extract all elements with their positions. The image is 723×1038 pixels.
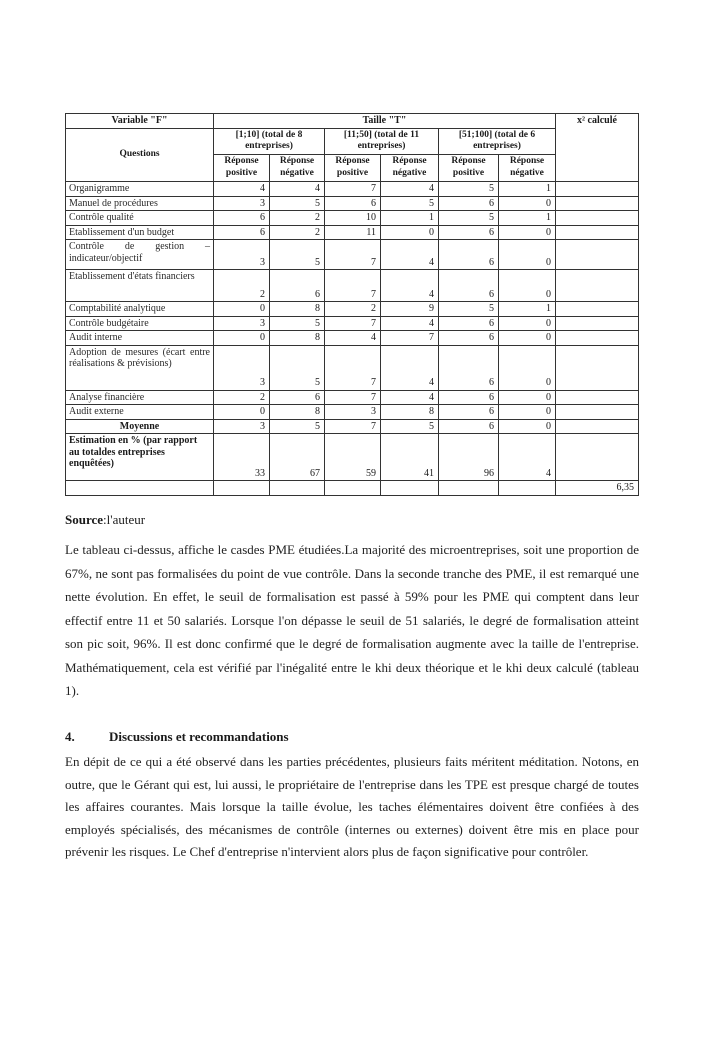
value-cell: 1: [499, 182, 556, 197]
value-cell: 3: [214, 316, 270, 331]
source-line: [65, 512, 145, 528]
value-cell: 6: [439, 331, 499, 346]
question-cell: Contrôle de gestion – indicateur/objectif: [66, 240, 214, 270]
value-cell: 2: [214, 270, 270, 302]
value-cell: 4: [381, 316, 439, 331]
question-cell: Comptabilité analytique: [66, 302, 214, 317]
value-cell: 5: [270, 345, 325, 390]
empty-cell: [499, 481, 556, 496]
value-cell: 7: [381, 331, 439, 346]
data-table: [65, 113, 639, 496]
value-cell: 6: [439, 316, 499, 331]
table-row: [66, 270, 639, 302]
khi-cell: [556, 196, 639, 211]
value-cell: 0: [499, 390, 556, 405]
value-cell: 2: [270, 211, 325, 226]
value-cell: 41: [381, 434, 439, 481]
value-cell: 1: [499, 302, 556, 317]
value-cell: 0: [214, 302, 270, 317]
khi-cell: [556, 302, 639, 317]
khi-cell: [556, 225, 639, 240]
question-cell: Etablissement d'états financiers: [66, 270, 214, 302]
value-cell: 0: [499, 419, 556, 434]
value-cell: 6: [439, 405, 499, 420]
value-cell: 5: [270, 316, 325, 331]
source-label: Source: [65, 512, 104, 527]
value-cell: 0: [499, 225, 556, 240]
khi-cell: [556, 182, 639, 197]
table-row: [66, 182, 639, 197]
khi-cell: [556, 434, 639, 481]
question-cell: Contrôle budgétaire: [66, 316, 214, 331]
group-header-3: [51;100] (total de 6 entreprises): [439, 128, 556, 155]
value-cell: 5: [439, 302, 499, 317]
value-cell: 0: [499, 405, 556, 420]
section-title: Discussions et recommandations: [109, 729, 289, 744]
table-row: [66, 390, 639, 405]
table-row: [66, 316, 639, 331]
value-cell: 2: [270, 225, 325, 240]
group-header-1: [1;10] (total de 8 entreprises): [214, 128, 325, 155]
rep-pos-header: Réponse positive: [214, 155, 270, 182]
value-cell: 1: [381, 211, 439, 226]
section-number: 4.: [65, 729, 75, 744]
header-row-2: [66, 128, 639, 155]
table-row: [66, 211, 639, 226]
value-cell: 4: [270, 182, 325, 197]
value-cell: 6: [270, 270, 325, 302]
value-cell: 6: [214, 225, 270, 240]
value-cell: 8: [270, 302, 325, 317]
table-row: [66, 345, 639, 390]
estimation-row: [66, 434, 639, 481]
value-cell: 6: [439, 270, 499, 302]
estimation-label: Estimation en % (par rapport au totaldes entreprises enquêtées): [66, 434, 214, 481]
khi-cell: [556, 390, 639, 405]
value-cell: 8: [381, 405, 439, 420]
value-cell: 5: [439, 182, 499, 197]
questions-header: Questions: [66, 128, 214, 182]
value-cell: 2: [325, 302, 381, 317]
value-cell: 0: [499, 270, 556, 302]
value-cell: 6: [325, 196, 381, 211]
question-cell: Audit interne: [66, 331, 214, 346]
value-cell: 6: [439, 390, 499, 405]
value-cell: 0: [499, 331, 556, 346]
empty-cell: [439, 481, 499, 496]
value-cell: 7: [325, 240, 381, 270]
rep-neg-header: Réponse négative: [499, 155, 556, 182]
value-cell: 0: [499, 345, 556, 390]
value-cell: 4: [381, 182, 439, 197]
value-cell: 6: [439, 225, 499, 240]
value-cell: 0: [214, 405, 270, 420]
khi-row: [66, 481, 639, 496]
table-row: [66, 225, 639, 240]
paragraph-2: En dépit de ce qui a été observé dans les parties précédentes, plusieurs faits méritent méditation. Notons, en outre, que le Gérant qui est, lui aussi, le propriétaire de l'entreprise dans les TPE est presque chargé de toutes les affaires courantes. Mais lorsque la taille évolue, les taches élémentaires doivent être confiées à des employés spécialisés, des mécanismes de contrôle (internes ou externes) doivent être mis en place pour prévenir les risques. Le Chef d'entreprise n'intervient alors plus de façon significative pour contrôler.: [65, 754, 639, 859]
variable-f-header: Variable "F": [66, 114, 214, 129]
value-cell: 3: [325, 405, 381, 420]
question-cell: Organigramme: [66, 182, 214, 197]
value-cell: 2: [214, 390, 270, 405]
value-cell: 11: [325, 225, 381, 240]
value-cell: 7: [325, 419, 381, 434]
paragraph-1: Le tableau ci-dessus, affiche le casdes PME étudiées.La majorité des microentreprises, soit une proportion de 67%, ne sont pas formalisées du point de vue contrôle. Dans la seconde tranche des PME, il est remarqué une nette évolution. En effet, le seuil de formalisation est passé à 59% pour les PME qui comptent dans leur effectif entre 11 et 50 salariés. Lorsque l'on dépasse le seuil de 51 salariés, le degré de formalisation atteint son pic soit, 96%. Il est donc confirmé que le degré de formalisation augmente avec la taille de l'entreprise. Mathématiquement, cela est vérifié par l'inégalité entre le khi deux théorique et le khi deux calculé (tableau 1).: [65, 542, 639, 698]
khi-cell: [556, 331, 639, 346]
value-cell: 6: [439, 345, 499, 390]
value-cell: 5: [381, 419, 439, 434]
taille-t-header: Taille "T": [214, 114, 556, 129]
source-text: :l'auteur: [103, 512, 146, 527]
value-cell: 0: [381, 225, 439, 240]
value-cell: 7: [325, 390, 381, 405]
value-cell: 4: [325, 331, 381, 346]
value-cell: 5: [270, 196, 325, 211]
value-cell: 10: [325, 211, 381, 226]
value-cell: 3: [214, 345, 270, 390]
rep-pos-header: Réponse positive: [325, 155, 381, 182]
value-cell: 7: [325, 270, 381, 302]
value-cell: 3: [214, 196, 270, 211]
khi-cell: [556, 316, 639, 331]
value-cell: 0: [499, 196, 556, 211]
rep-neg-header: Réponse négative: [270, 155, 325, 182]
value-cell: 5: [270, 240, 325, 270]
value-cell: 4: [381, 390, 439, 405]
value-cell: 4: [381, 270, 439, 302]
value-cell: 7: [325, 345, 381, 390]
moyenne-row: [66, 419, 639, 434]
khi-value: 6,35: [556, 481, 639, 496]
value-cell: 1: [499, 211, 556, 226]
question-cell: Contrôle qualité: [66, 211, 214, 226]
question-cell: Analyse financière: [66, 390, 214, 405]
question-cell: Audit externe: [66, 405, 214, 420]
table-row: [66, 331, 639, 346]
khi-cell: [556, 270, 639, 302]
value-cell: 8: [270, 331, 325, 346]
value-cell: 7: [325, 182, 381, 197]
khi-cell: [556, 240, 639, 270]
group-header-2: [11;50] (total de 11 entreprises): [325, 128, 439, 155]
value-cell: 96: [439, 434, 499, 481]
table-row: [66, 405, 639, 420]
table-row: [66, 196, 639, 211]
empty-cell: [270, 481, 325, 496]
value-cell: 3: [214, 419, 270, 434]
rep-pos-header: Réponse positive: [439, 155, 499, 182]
value-cell: 7: [325, 316, 381, 331]
value-cell: 5: [381, 196, 439, 211]
khi-cell: [556, 345, 639, 390]
moyenne-label: Moyenne: [66, 419, 214, 434]
value-cell: 4: [381, 345, 439, 390]
table-row: [66, 302, 639, 317]
value-cell: 9: [381, 302, 439, 317]
value-cell: 4: [381, 240, 439, 270]
section-heading: [65, 729, 289, 745]
value-cell: 6: [270, 390, 325, 405]
value-cell: 59: [325, 434, 381, 481]
question-cell: Adoption de mesures (écart entre réalisations & prévisions): [66, 345, 214, 390]
empty-cell: [325, 481, 381, 496]
value-cell: 4: [214, 182, 270, 197]
khi-cell: [556, 419, 639, 434]
khi-cell: [556, 211, 639, 226]
rep-neg-header: Réponse négative: [381, 155, 439, 182]
value-cell: 33: [214, 434, 270, 481]
value-cell: 6: [439, 196, 499, 211]
value-cell: 6: [214, 211, 270, 226]
value-cell: 5: [270, 419, 325, 434]
value-cell: 6: [439, 240, 499, 270]
table-row: [66, 240, 639, 270]
value-cell: 67: [270, 434, 325, 481]
value-cell: 4: [499, 434, 556, 481]
value-cell: 0: [214, 331, 270, 346]
empty-cell: [381, 481, 439, 496]
khi-calcule-header: x² calculé: [556, 114, 639, 182]
value-cell: 5: [439, 211, 499, 226]
value-cell: 6: [439, 419, 499, 434]
empty-cell: [214, 481, 270, 496]
value-cell: 8: [270, 405, 325, 420]
value-cell: 3: [214, 240, 270, 270]
question-cell: Etablissement d'un budget: [66, 225, 214, 240]
empty-cell: [66, 481, 214, 496]
value-cell: 0: [499, 316, 556, 331]
header-row-1: [66, 114, 639, 129]
question-cell: Manuel de procédures: [66, 196, 214, 211]
value-cell: 0: [499, 240, 556, 270]
khi-cell: [556, 405, 639, 420]
